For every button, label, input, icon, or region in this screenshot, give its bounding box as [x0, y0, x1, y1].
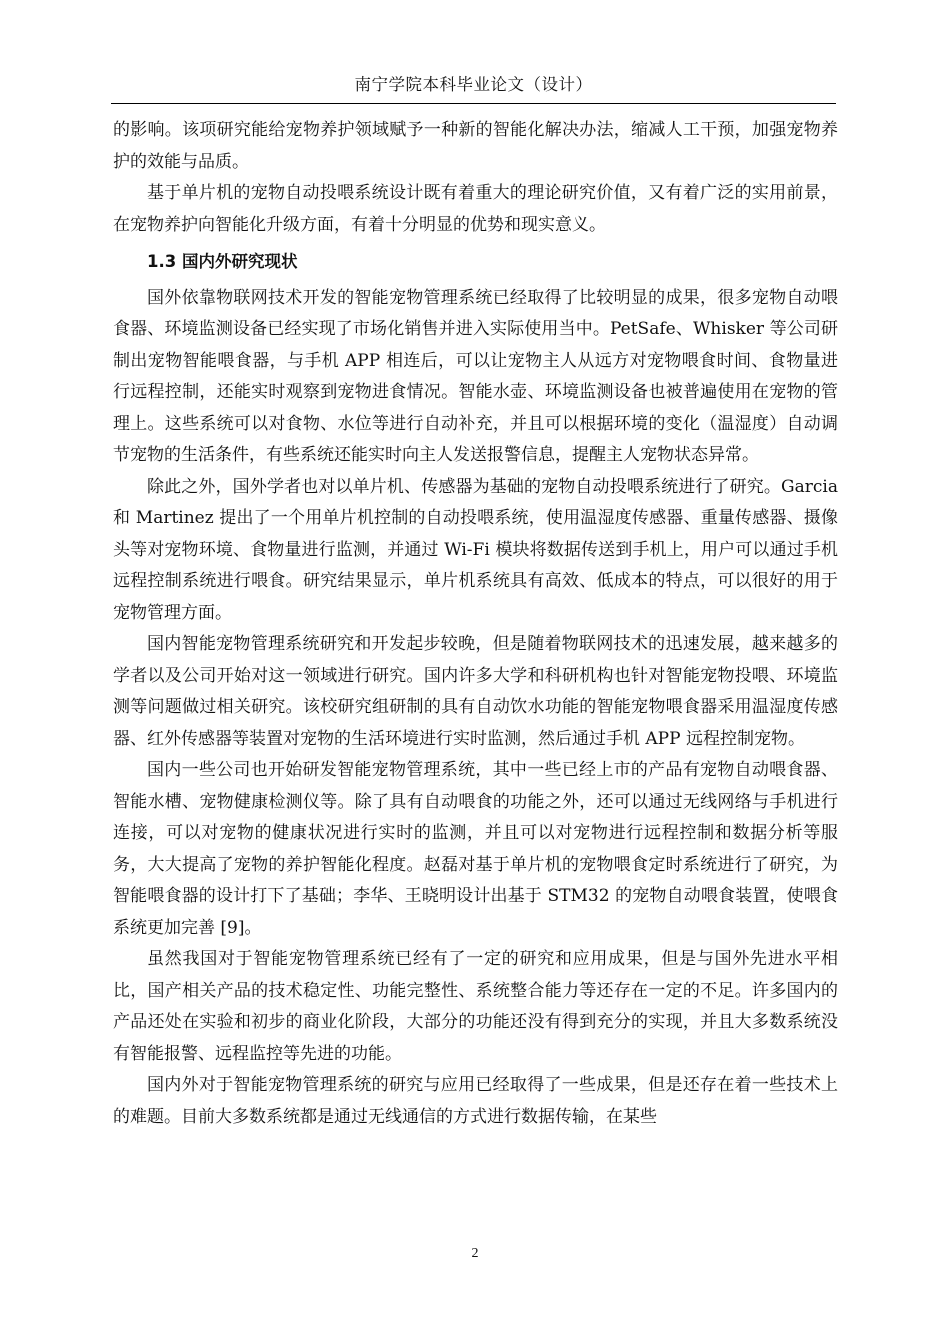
header-divider	[111, 103, 836, 104]
paragraph-2: 基于单片机的宠物自动投喂系统设计既有着重大的理论研究价值，又有着广泛的实用前景，在宠物养护向智能化升级方面，有着十分明显的优势和现实意义。	[113, 183, 838, 235]
paragraph-3: 国外依靠物联网技术开发的智能宠物管理系统已经取得了比较明显的成果，很多宠物自动喂食器、环境监测设备已经实现了市场化销售并进入实际使用当中。PetSafe、Whisker 等公司研制出宠物智能喂食器，与手机 APP 相连后，可以让宠物主人从远方对宠物喂食时间、食物量进行远程控制，还能实时观察到宠物进食情况。智能水壶、环境监测设备也被普遍使用在宠物的管理上。这些系统可以对食物、水位等进行自动补充，并且可以根据环境的变化（温湿度）自动调节宠物的生活条件，有些系统还能实时向主人发送报警信息，提醒主人宠物状态异常。	[113, 287, 838, 465]
body-text	[113, 115, 838, 1133]
paragraph-4: 除此之外，国外学者也对以单片机、传感器为基础的宠物自动投喂系统进行了研究。Garcia 和 Martinez 提出了一个用单片机控制的自动投喂系统，使用温湿度传感器、重量传感器、摄像头等对宠物环境、食物量进行监测，并通过 Wi-Fi 模块将数据传送到手机上，用户可以通过手机远程控制系统进行喂食。研究结果显示，单片机系统具有高效、低成本的特点，可以很好的用于宠物管理方面。	[113, 476, 838, 623]
paragraph-1: 的影响。该项研究能给宠物养护领域赋予一种新的智能化解决办法，缩减人工干预，加强宠物养护的效能与品质。	[113, 120, 838, 172]
paragraph-6: 国内一些公司也开始研发智能宠物管理系统，其中一些已经上市的产品有宠物自动喂食器、智能水槽、宠物健康检测仪等。除了具有自动喂食的功能之外，还可以通过无线网络与手机进行连接，可以对宠物的健康状况进行实时的监测，并且可以对宠物进行远程控制和数据分析等服务，大大提高了宠物的养护智能化程度。赵磊对基于单片机的宠物喂食定时系统进行了研究，为智能喂食器的设计打下了基础；李华、王晓明设计出基于 STM32 的宠物自动喂食装置，使喂食系统更加完善 [9]。	[113, 760, 838, 938]
section-heading: 1.3 国内外研究现状	[147, 252, 298, 271]
page-header-title: 南宁学院本科毕业论文（设计）	[354, 75, 593, 94]
paragraph-8: 国内外对于智能宠物管理系统的研究与应用已经取得了一些成果，但是还存在着一些技术上的难题。目前大多数系统都是通过无线通信的方式进行数据传输，在某些	[113, 1075, 838, 1127]
paragraph-5: 国内智能宠物管理系统研究和开发起步较晚，但是随着物联网技术的迅速发展，越来越多的学者以及公司开始对这一领域进行研究。国内许多大学和科研机构也针对智能宠物投喂、环境监测等问题做过相关研究。该校研究组研制的具有自动饮水功能的智能宠物喂食器采用温湿度传感器、红外传感器等装置对宠物的生活环境进行实时监测，然后通过手机 APP 远程控制宠物。	[113, 634, 838, 749]
page-number: 2	[471, 1246, 479, 1261]
paragraph-7: 虽然我国对于智能宠物管理系统已经有了一定的研究和应用成果，但是与国外先进水平相比，国产相关产品的技术稳定性、功能完整性、系统整合能力等还存在一定的不足。许多国内的产品还处在实验和初步的商业化阶段，大部分的功能还没有得到充分的实现，并且大多数系统没有智能报警、远程监控等先进的功能。	[113, 949, 838, 1064]
